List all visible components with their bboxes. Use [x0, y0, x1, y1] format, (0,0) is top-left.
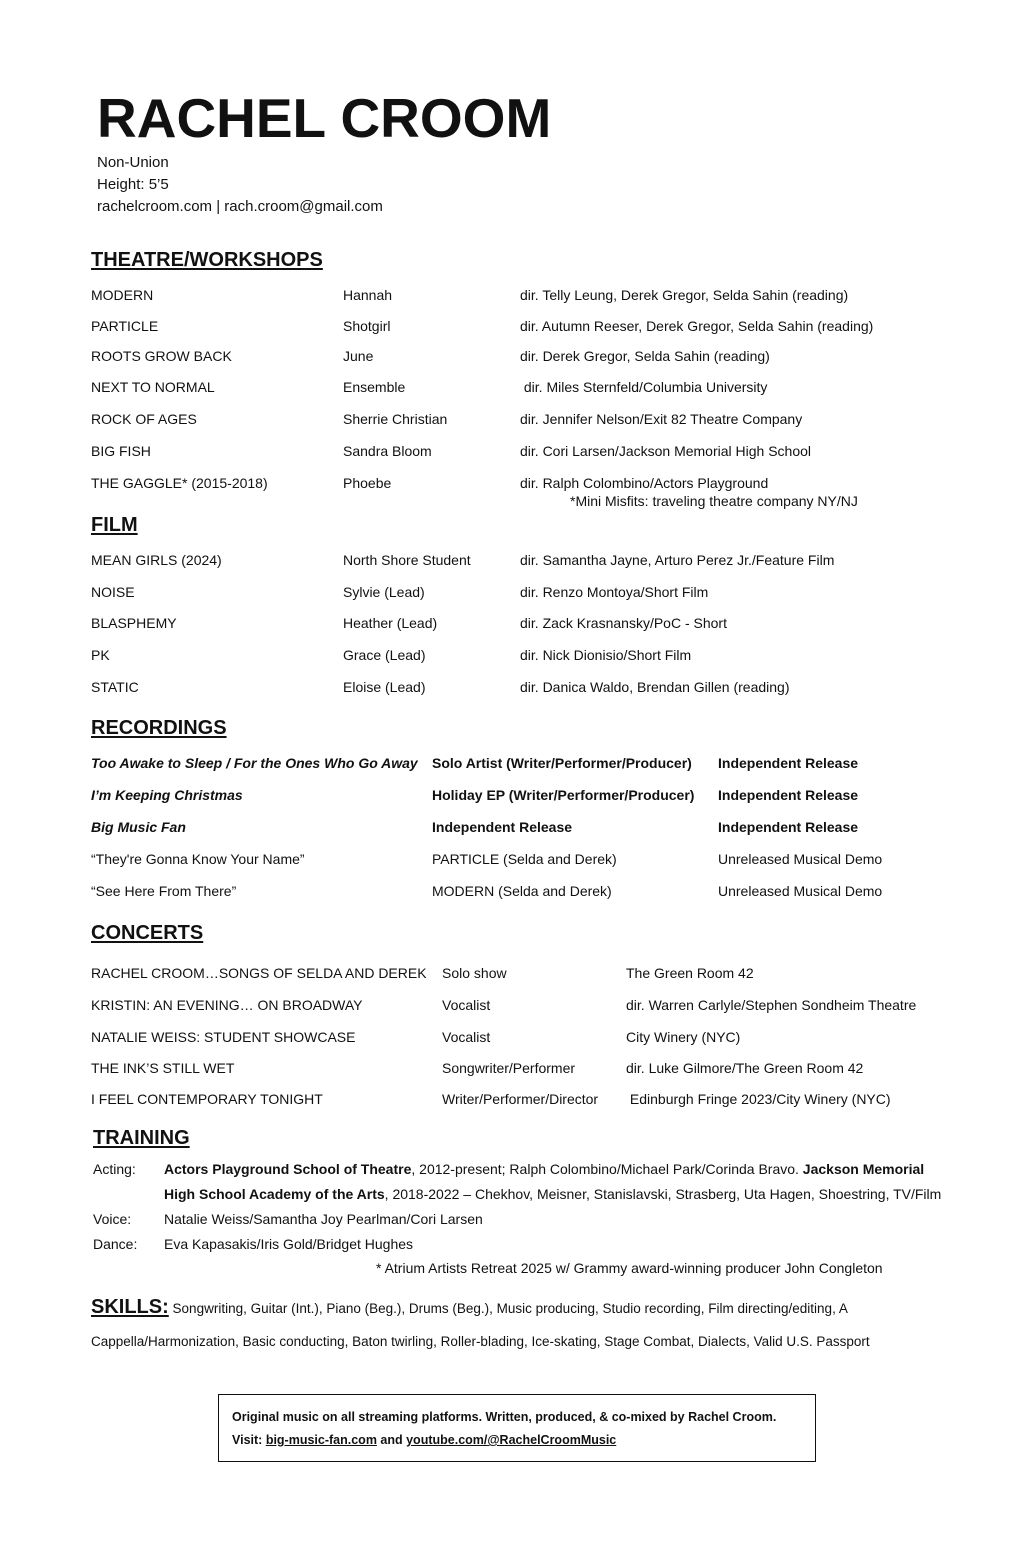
- table-row: [0, 678, 1034, 698]
- recording-role: Independent Release: [432, 819, 573, 835]
- skills-line-1: [91, 1298, 848, 1318]
- credit-title: PARTICLE: [91, 318, 159, 334]
- concert-role: Songwriter/Performer: [442, 1060, 576, 1076]
- youtube-link[interactable]: youtube.com/@RachelCroomMusic: [406, 1433, 617, 1447]
- recording-role: Solo Artist (Writer/Performer/Producer): [432, 755, 692, 771]
- credit-role: Sherrie Christian: [343, 411, 448, 427]
- credit-role: Heather (Lead): [343, 615, 438, 631]
- concert-role: Solo show: [442, 965, 507, 981]
- recording-release: Unreleased Musical Demo: [718, 851, 883, 867]
- acting-details-2: , 2018-2022 – Chekhov, Meisner, Stanislavski, Strasberg, Uta Hagen, Shoestring, TV/Film: [384, 1186, 942, 1202]
- recording-title: “See Here From There”: [91, 883, 237, 899]
- section-heading-concerts: CONCERTS: [91, 922, 204, 944]
- credit-title: THE GAGGLE* (2015-2018): [91, 475, 268, 491]
- big-music-fan-link[interactable]: big-music-fan.com: [265, 1433, 377, 1447]
- recording-role: PARTICLE (Selda and Derek): [432, 851, 617, 867]
- recording-title: Big Music Fan: [91, 819, 186, 835]
- credit-role: North Shore Student: [343, 552, 471, 568]
- table-row: [0, 347, 1034, 367]
- credit-director: dir. Autumn Reeser, Derek Gregor, Selda Sahin (reading): [520, 318, 874, 334]
- table-row: [0, 583, 1034, 603]
- skills-text-1: Songwriting, Guitar (Int.), Piano (Beg.), Drums (Beg.), Music producing, Studio recording, Film directing/editing, A: [172, 1301, 848, 1316]
- credit-director: dir. Telly Leung, Derek Gregor, Selda Sahin (reading): [520, 287, 849, 303]
- concert-title: I FEEL CONTEMPORARY TONIGHT: [91, 1091, 323, 1107]
- height-info: Height: 5’5: [97, 176, 169, 193]
- voice-text: Natalie Weiss/Samantha Joy Pearlman/Cori Larsen: [164, 1211, 483, 1227]
- credit-role: Hannah: [343, 287, 393, 303]
- credit-role: Sylvie (Lead): [343, 584, 425, 600]
- credit-director: dir. Jennifer Nelson/Exit 82 Theatre Company: [520, 411, 803, 427]
- concert-role: Writer/Performer/Director: [442, 1091, 599, 1107]
- concert-venue: Edinburgh Fringe 2023/City Winery (NYC): [626, 1091, 891, 1107]
- acting-label: Acting:: [93, 1161, 136, 1177]
- concert-title: NATALIE WEISS: STUDENT SHOWCASE: [91, 1029, 356, 1045]
- credit-director: dir. Zack Krasnansky/PoC - Short: [520, 615, 727, 631]
- credit-title: NEXT TO NORMAL: [91, 379, 215, 395]
- concert-title: RACHEL CROOM…SONGS OF SELDA AND DEREK: [91, 965, 427, 981]
- dance-text: Eva Kapasakis/Iris Gold/Bridget Hughes: [164, 1236, 414, 1252]
- credit-director: dir. Samantha Jayne, Arturo Perez Jr./Feature Film: [520, 552, 835, 568]
- credit-director: dir. Danica Waldo, Brendan Gillen (reading): [520, 679, 790, 695]
- training-note: * Atrium Artists Retreat 2025 w/ Grammy award-winning producer John Congleton: [376, 1260, 883, 1276]
- section-heading-recordings: RECORDINGS: [91, 717, 227, 739]
- acting-line-1: [164, 1160, 924, 1178]
- music-info-text: Original music on all streaming platforms. Written, produced, & co-mixed by Rachel Croom.: [232, 1410, 777, 1424]
- concert-role: Vocalist: [442, 997, 491, 1013]
- concert-venue: dir. Warren Carlyle/Stephen Sondheim Theatre: [626, 997, 917, 1013]
- credit-role: Grace (Lead): [343, 647, 426, 663]
- recording-role: MODERN (Selda and Derek): [432, 883, 612, 899]
- recording-release: Independent Release: [718, 755, 859, 771]
- table-row: [0, 551, 1034, 571]
- credit-role: June: [343, 348, 374, 364]
- table-row: [0, 1059, 1034, 1079]
- credit-title: NOISE: [91, 584, 135, 600]
- recording-release: Independent Release: [718, 819, 859, 835]
- credit-title: STATIC: [91, 679, 139, 695]
- table-row: [0, 286, 1034, 306]
- theatre-note: *Mini Misfits: traveling theatre company NY/NJ: [570, 493, 858, 509]
- table-row: [0, 646, 1034, 666]
- credit-role: Phoebe: [343, 475, 392, 491]
- recording-release: Independent Release: [718, 787, 859, 803]
- contact-info: rachelcroom.com | rach.croom@gmail.com: [97, 198, 383, 215]
- credit-role: Eloise (Lead): [343, 679, 426, 695]
- concert-venue: City Winery (NYC): [626, 1029, 741, 1045]
- credit-director: dir. Ralph Colombino/Actors Playground: [520, 475, 769, 491]
- section-heading-skills: SKILLS:: [91, 1296, 169, 1318]
- union-status: Non-Union: [97, 154, 169, 171]
- acting-details-1: , 2012-present; Ralph Colombino/Michael Park/Corinda Bravo.: [411, 1161, 803, 1177]
- concert-venue: dir. Luke Gilmore/The Green Room 42: [626, 1060, 864, 1076]
- table-row: [0, 996, 1034, 1016]
- table-row: [0, 964, 1034, 984]
- table-row: [0, 754, 1034, 774]
- credit-director: dir. Renzo Montoya/Short Film: [520, 584, 709, 600]
- table-row: [0, 442, 1034, 462]
- table-row: [0, 1028, 1034, 1048]
- table-row: [0, 882, 1034, 902]
- credit-director: dir. Miles Sternfeld/Columbia University: [520, 379, 768, 395]
- recording-role: Holiday EP (Writer/Performer/Producer): [432, 787, 695, 803]
- resume-name: RACHEL CROOM: [97, 87, 552, 149]
- credit-role: Ensemble: [343, 379, 406, 395]
- acting-school-2b: High School Academy of the Arts: [164, 1186, 385, 1202]
- recording-release: Unreleased Musical Demo: [718, 883, 883, 899]
- table-row: [0, 614, 1034, 634]
- concert-venue: The Green Room 42: [626, 965, 754, 981]
- table-row: [0, 474, 1034, 494]
- voice-label: Voice:: [93, 1211, 132, 1227]
- table-row: [0, 317, 1034, 337]
- dance-label: Dance:: [93, 1236, 138, 1252]
- concert-title: THE INK’S STILL WET: [91, 1060, 235, 1076]
- acting-line-2: [164, 1185, 941, 1203]
- table-row: [0, 378, 1034, 398]
- and-text: and: [376, 1433, 407, 1447]
- credit-role: Shotgirl: [343, 318, 391, 334]
- table-row: [0, 850, 1034, 870]
- credit-title: BIG FISH: [91, 443, 151, 459]
- table-row: [0, 410, 1034, 430]
- table-row: [0, 818, 1034, 838]
- credit-title: PK: [91, 647, 110, 663]
- credit-title: MODERN: [91, 287, 154, 303]
- visit-label: Visit:: [232, 1433, 266, 1447]
- credit-title: ROCK OF AGES: [91, 411, 197, 427]
- concert-role: Vocalist: [442, 1029, 491, 1045]
- recording-title: I’m Keeping Christmas: [91, 787, 243, 803]
- concert-title: KRISTIN: AN EVENING… ON BROADWAY: [91, 997, 363, 1013]
- acting-school-1: Actors Playground School of Theatre: [164, 1161, 412, 1177]
- table-row: [0, 786, 1034, 806]
- credit-title: ROOTS GROW BACK: [91, 348, 232, 364]
- credit-title: BLASPHEMY: [91, 615, 177, 631]
- credit-role: Sandra Bloom: [343, 443, 432, 459]
- recording-title: Too Awake to Sleep / For the Ones Who Go Away: [91, 755, 418, 771]
- acting-school-2a: Jackson Memorial: [802, 1161, 925, 1177]
- credit-director: dir. Nick Dionisio/Short Film: [520, 647, 692, 663]
- skills-line-2: Cappella/Harmonization, Basic conducting, Baton twirling, Roller-blading, Ice-skating, Stage Combat, Dialects, Valid U.S. Passport: [91, 1334, 870, 1349]
- recording-title: “They're Gonna Know Your Name”: [91, 851, 305, 867]
- credit-director: dir. Cori Larsen/Jackson Memorial High School: [520, 443, 812, 459]
- music-info-box: [218, 1394, 816, 1462]
- credit-director: dir. Derek Gregor, Selda Sahin (reading): [520, 348, 770, 364]
- section-heading-theatre: THEATRE/WORKSHOPS: [91, 249, 323, 271]
- table-row: [0, 1090, 1034, 1110]
- music-links-line: [232, 1432, 616, 1448]
- section-heading-training: TRAINING: [93, 1127, 190, 1149]
- section-heading-film: FILM: [91, 514, 138, 536]
- credit-title: MEAN GIRLS (2024): [91, 552, 222, 568]
